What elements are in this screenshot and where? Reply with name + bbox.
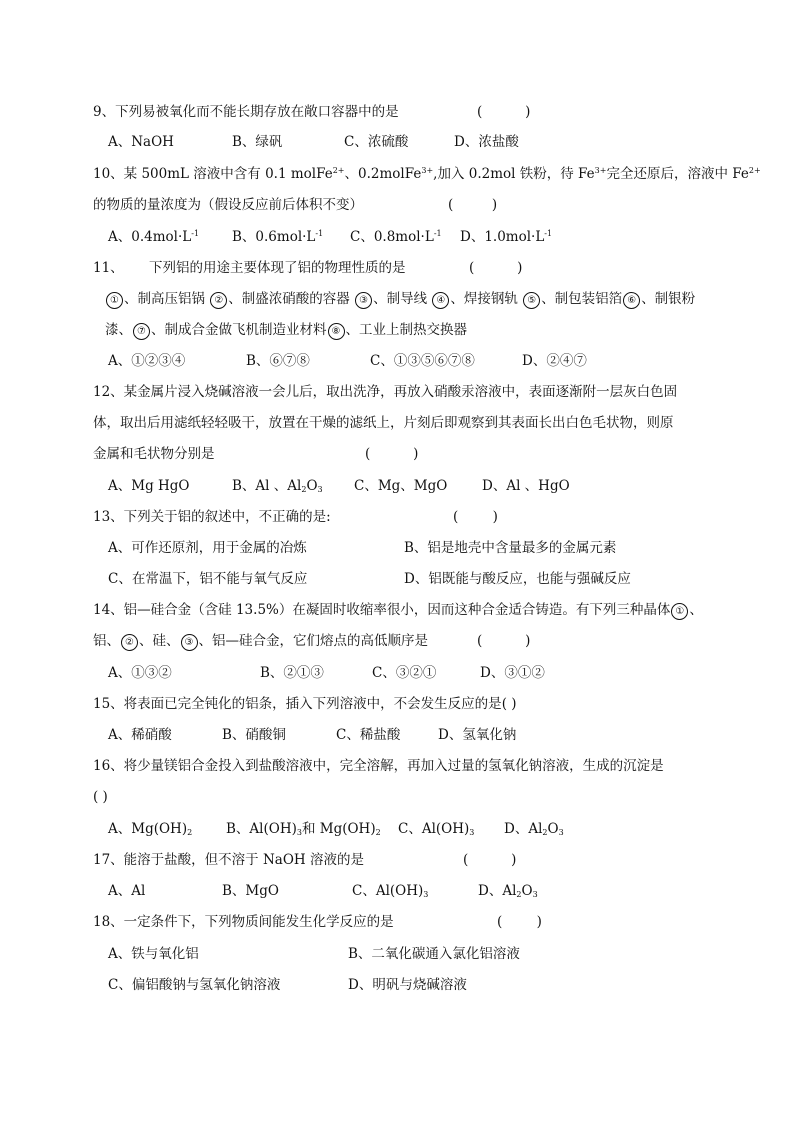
q15-answer-blank: ( ) (501, 696, 517, 712)
q10-option-c-exp: -1 (433, 229, 442, 238)
q14-text-line2: 、铝—硅合金，它们熔点的高低顺序是 (198, 633, 428, 649)
q10-text-a: 10、某 500mL 溶液中含有 0.1 molFe (93, 166, 333, 182)
q14-text-sep: 、 (689, 602, 703, 618)
q12-option-a: A、Mg HgO (108, 478, 190, 494)
q9-stem-text: 9、下列易被氧化而不能长期存放在敞口容器中的是 (93, 104, 399, 120)
q11-number: 11、 (93, 260, 124, 276)
q16-option-b (226, 820, 381, 838)
q14-answer-blank: ( ) (477, 633, 531, 649)
q17-option-b: B、MgO (222, 883, 279, 899)
q15-stem-text: 15、将表面已完全钝化的铝条，插入下列溶液中，不会发生反应的是 (93, 696, 502, 712)
q15-option-d: D、氢氧化钠 (438, 727, 517, 743)
q10-option-b-text: B、0.6mol·L (232, 229, 316, 245)
q14-option-b: B、②①③ (260, 665, 324, 681)
q10-answer-blank: ( ) (448, 197, 498, 213)
q15-option-b: B、硝酸铜 (222, 727, 286, 743)
q13-stem-text: 13、下列关于铝的叙述中，不正确的是: (93, 509, 331, 525)
q16-option-b-sub2: 2 (375, 828, 381, 837)
circled-5: ⑤ (523, 292, 540, 309)
q14-stem-line1 (93, 601, 703, 620)
circled-8: ⑧ (328, 323, 345, 340)
q16-answer-blank: ( ) (93, 789, 108, 805)
q17-option-c-sub: 3 (423, 890, 429, 899)
q11-item-8: 、工业上制热交换器 (345, 322, 467, 338)
q11-item-5: 、制包装铝箔 (541, 291, 623, 307)
q12-option-c: C、Mg、MgO (354, 478, 448, 494)
circled-2: ② (210, 292, 227, 309)
q10-option-c-text: C、0.8mol·L (350, 229, 434, 245)
q10-sup-4: 2+ (748, 166, 761, 175)
q12-stem-line3 (93, 445, 419, 463)
q10-text-d: 完全还原后，溶液中 Fe (606, 166, 749, 182)
q12-option-b-a: B、Al 、Al (232, 478, 302, 494)
circled-1: ① (671, 603, 688, 620)
q16-option-b-a: B、Al(OH) (226, 821, 297, 837)
q17-option-c (352, 882, 428, 900)
q18-answer-blank: ( ) (497, 914, 542, 930)
q10-text-b: 、0.2molFe (344, 166, 422, 182)
q10-text-c: ,加入 0.2mol 铁粉，待 Fe (433, 166, 595, 182)
q18-option-c: C、偏铝酸钠与氢氧化钠溶液 (108, 977, 281, 993)
q16-option-c (398, 820, 474, 838)
q12-stem-line1: 12、某金属片浸入烧碱溶液一会儿后，取出洗净，再放入硝酸汞溶液中，表面逐渐附一层灰白色固 (93, 384, 678, 400)
q18-stem (93, 913, 542, 931)
q17-stem (93, 851, 517, 869)
q10-stem-line2 (93, 196, 498, 214)
q14-option-d: D、③①② (480, 665, 545, 681)
q16-option-d-b: O (547, 821, 559, 837)
q17-option-d-a: D、Al (478, 883, 517, 899)
q16-option-b-b: 和 Mg(OH) (301, 821, 376, 837)
q10-option-b (232, 228, 323, 246)
q11-answer-blank: ( ) (469, 260, 523, 276)
q14-stem-line2 (93, 632, 531, 651)
q10-text-line2: 的物质的量浓度为（假设反应前后体积不变） (93, 197, 363, 213)
q9-option-d: D、浓盐酸 (454, 134, 519, 150)
q18-option-b: B、二氧化碳通入氯化铝溶液 (348, 946, 520, 962)
q10-option-d (460, 228, 552, 246)
q12-option-b (232, 477, 323, 495)
circled-4: ④ (432, 292, 449, 309)
q11-stem (93, 259, 523, 277)
q15-option-c: C、稀盐酸 (336, 727, 401, 743)
q10-option-b-exp: -1 (315, 229, 324, 238)
q12-option-b-sub2: 3 (317, 485, 323, 494)
q13-option-c: C、在常温下，铝不能与氧气反应 (108, 571, 308, 587)
q11-item-4: 、焊接钢轨 (450, 291, 518, 307)
q9-stem (93, 103, 531, 121)
q16-option-d-a: D、Al (504, 821, 543, 837)
q11-option-d: D、②④⑦ (522, 353, 587, 369)
q17-answer-blank: ( ) (463, 852, 517, 868)
q14-option-a: A、①③② (108, 665, 172, 681)
q14-item-2-name: 、硅、 (139, 633, 180, 649)
q10-sup-3: 3+ (594, 166, 607, 175)
q15-option-a: A、稀硝酸 (108, 727, 172, 743)
q11-item-7: 、制成合金做飞机制造业材料 (151, 322, 327, 338)
q18-option-a: A、铁与氧化铝 (108, 946, 199, 962)
q14-option-c: C、③②① (372, 665, 437, 681)
circled-6: ⑥ (623, 292, 640, 309)
q11-item-6-cont: 漆、 (105, 322, 132, 338)
q16-option-a (108, 820, 192, 838)
q15-stem (93, 695, 517, 713)
circled-1: ① (106, 292, 123, 309)
q10-option-a-text: A、0.4mol·L (108, 229, 192, 245)
q11-item-6: 、制银粉 (641, 291, 696, 307)
q17-option-d (478, 882, 538, 900)
q10-option-c (350, 228, 442, 246)
q11-item-1: 、制高压铝锅 (124, 291, 205, 307)
q16-option-b-sub1: 3 (296, 828, 302, 837)
q17-option-d-sub1: 2 (516, 890, 522, 899)
q13-stem (93, 508, 498, 526)
q18-stem-text: 18、一定条件下，下列物质间能发生化学反应的是 (93, 914, 394, 930)
q17-option-d-sub2: 3 (532, 890, 538, 899)
q9-option-c: C、浓硫酸 (344, 134, 409, 150)
q14-text-line1: 14、铝—硅合金（含硅 13.5%）在凝固时收缩率很小，因而这种合金适合铸造。有下列三种晶体 (93, 602, 671, 618)
q9-answer-blank: ( ) (477, 104, 531, 120)
q11-item-2: 、制盛浓硝酸的容器 (228, 291, 350, 307)
q11-item-3: 、制导线 (373, 291, 428, 307)
q9-option-a: A、NaOH (108, 134, 174, 150)
q12-option-b-b: O (306, 478, 318, 494)
q17-option-a: A、Al (108, 883, 146, 899)
q16-stem-line1: 16、将少量镁铝合金投入到盐酸溶液中，完全溶解，再加入过量的氢氧化钠溶液，生成的沉淀是 (93, 758, 664, 774)
q17-stem-text: 17、能溶于盐酸，但不溶于 NaOH 溶液的是 (93, 852, 364, 868)
circled-3: ③ (181, 634, 198, 651)
q13-answer-blank: ( ) (453, 509, 498, 525)
q16-option-a-sub: 2 (187, 828, 193, 837)
q10-option-a (108, 228, 199, 246)
q13-option-a: A、可作还原剂，用于金属的冶炼 (108, 540, 307, 556)
q12-option-d: D、Al 、HgO (482, 478, 570, 494)
q14-item-1-name: 铝、 (93, 633, 120, 649)
q18-option-d: D、明矾与烧碱溶液 (348, 977, 467, 993)
q10-option-d-exp: -1 (544, 229, 553, 238)
circled-3: ③ (355, 292, 372, 309)
q17-option-d-b: O (521, 883, 533, 899)
q16-option-d-sub1: 2 (542, 828, 548, 837)
q16-option-d (504, 820, 564, 838)
q13-option-b: B、铝是地壳中含量最多的金属元素 (404, 540, 617, 556)
q12-stem-text: 金属和毛状物分别是 (93, 446, 215, 462)
q10-stem-line1 (93, 165, 761, 183)
q11-option-c: C、①③⑤⑥⑦⑧ (370, 353, 475, 369)
q13-option-d: D、铝既能与酸反应，也能与强碱反应 (404, 571, 631, 587)
circled-7: ⑦ (133, 323, 150, 340)
q9-option-b: B、绿矾 (232, 134, 283, 150)
q12-stem-line2: 体，取出后用滤纸轻轻吸干，放置在干燥的滤纸上，片刻后即观察到其表面长出白色毛状物，则原 (93, 415, 674, 431)
q16-option-c-sub: 3 (469, 828, 475, 837)
q11-option-b: B、⑥⑦⑧ (246, 353, 310, 369)
q11-items-line1 (105, 290, 695, 309)
q10-sup-2: 3+ (421, 166, 434, 175)
q12-answer-blank: ( ) (365, 446, 419, 462)
q17-option-c-text: C、Al(OH) (352, 883, 424, 899)
q11-option-a: A、①②③④ (108, 353, 186, 369)
q16-option-d-sub2: 3 (558, 828, 564, 837)
q16-option-a-text: A、Mg(OH) (108, 821, 188, 837)
q12-option-b-sub1: 2 (301, 485, 307, 494)
q11-stem-text: 下列铝的用途主要体现了铝的物理性质的是 (149, 260, 406, 276)
q10-option-d-text: D、1.0mol·L (460, 229, 545, 245)
q10-sup-1: 2+ (332, 166, 345, 175)
q11-items-line2 (105, 321, 467, 340)
q10-option-a-exp: -1 (191, 229, 200, 238)
q16-option-c-text: C、Al(OH) (398, 821, 470, 837)
circled-2: ② (121, 634, 138, 651)
